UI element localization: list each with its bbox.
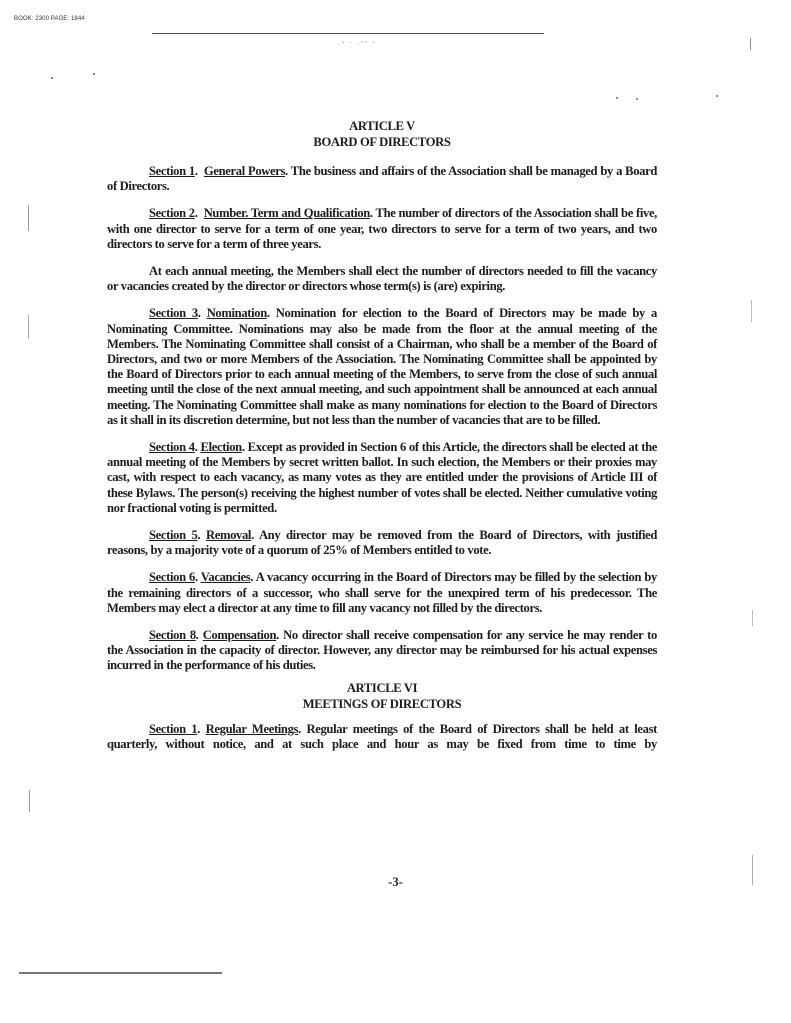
section-text: Any director may be removed from the Board of Directors, with justified reasons, by a majority vote of a quorum of 25% of Members entitled to vote. (107, 528, 657, 558)
top-rule (152, 33, 544, 34)
margin-mark (28, 315, 29, 339)
article-subtitle: BOARD OF DIRECTORS (313, 135, 451, 149)
section-paragraph: Section 1. Regular Meetings. Regular meetings of the Board of Directors shall be held at least quarterly, without notice, and at such place and hour as may be fixed from time to time by (107, 721, 657, 751)
margin-mark (751, 300, 752, 322)
article-v-heading (107, 118, 657, 150)
section-text: At each annual meeting, the Members shall elect the number of directors needed to fill the vacancy or vacancies created by the director or directors whose term(s) is (are) expiring. (107, 264, 657, 294)
section-text: The number of directors of the Association shall be five, with one director to serve for a term of one year, two directors to serve for a term of two years, and two directors to serve for a term of three years. (107, 206, 657, 251)
section-paragraph: Section 3. Nomination. Nomination for election to the Board of Directors may be made by a Nominating Committee. Nominations may also be made from the floor at the annual meeting of the Members. The Nominating Committee shall consist of a Chairman, who shall be a member of the Board of Directors, and two or more Members of the Association. The Nominating Committee shall be appointed by the Board of Directors prior to each annual meeting of the Members, to serve from the close of such annual meeting until the close of the next annual meeting, and such appointment shall be announced at each annual meeting. The Nominating Committee shall make as many nominations for election to the Board of Directors as it shall in its discretion determine, but not less than the number of vacancies that are to be filled. (107, 306, 657, 427)
section-paragraph: Section 2. Number. Term and Qualification. The number of directors of the Association shall be five, with one director to serve for a term of one year, two directors to serve for a term of two years, and two directors to serve for a term of three years. (107, 206, 657, 251)
section-text: Except as provided in Section 6 of this Article, the directors shall be elected at the annual meeting of the Members by secret written ballot. In such election, the Members or their proxies may cast, with respect to each vacancy, as many votes as they are entitled under the provisions of Article III of these Bylaws. The person(s) receiving the highest number of votes shall be elected. Neither cumulative voting nor fractional voting is permitted. (107, 440, 657, 515)
scan-speck (636, 98, 638, 100)
section-heading: Election (200, 440, 242, 455)
section-heading: Removal (205, 528, 252, 543)
article-subtitle: MEETINGS OF DIRECTORS (302, 696, 462, 711)
section-label: Section 3 (149, 306, 198, 321)
section-label: Section 4 (149, 440, 195, 455)
section-heading: Vacancies (200, 570, 251, 585)
section-text: Regular meetings of the Board of Directors shall be held at least quarterly, without notice, and at such place and hour as may be fixed from time to time by (107, 721, 657, 751)
article-vi-heading (107, 680, 657, 712)
page-number: -3- (388, 875, 403, 889)
section-text: Nomination for election to the Board of Directors may be made by a Nominating Committee. Nominations may also be made from the floor at the annual meeting of the Members. The Nominating Committee shall consist of a Chairman, who shall be a member of the Board of Directors, and two or more Members of the Association. The Nominating Committee shall be appointed by the Board of Directors prior to each annual meeting of the Members, to serve from the close of such annual meeting until the close of the next annual meeting, and such appointment shall be announced at each annual meeting. The Nominating Committee shall make as many nominations for election to the Board of Directors as it shall in its discretion determine, but not less than the number of vacancies that are to be filled. (107, 306, 657, 427)
document-body (107, 118, 657, 752)
section-label: Section 2 (149, 206, 195, 221)
section-paragraph: Section 6. Vacancies. A vacancy occurring in the Board of Directors may be filled by the selection by the remaining directors of a successor, who shall serve for the unexpired term of his predecessor. The Members may elect a director at any time to fill any vacancy not filled by the directors. (107, 570, 657, 615)
section-text: The business and affairs of the Association shall be managed by a Board of Directors. (107, 164, 657, 194)
margin-mark (29, 790, 30, 812)
scan-speck (93, 73, 95, 75)
section-label: Section 5 (149, 528, 198, 543)
section-paragraph (107, 264, 657, 294)
margin-mark (750, 38, 751, 50)
section-label: Section 8 (149, 628, 196, 643)
section-label: Section 6 (149, 570, 195, 585)
bottom-rule (19, 972, 222, 974)
section-label: Section 1 (149, 164, 195, 178)
article-title: ARTICLE VI (346, 680, 418, 695)
scan-speck (616, 97, 618, 99)
section-heading: Regular Meetings (205, 721, 299, 736)
section-paragraph: Section 1. General Powers. The business and affairs of the Association shall be managed by a Board of Directors. (107, 164, 657, 194)
recording-stamp: BOOK: 2300 PAGE: 1844 (14, 16, 85, 22)
section-paragraph: Section 5. Removal. Any director may be removed from the Board of Directors, with justified reasons, by a majority vote of a quorum of 25% of Members entitled to vote. (107, 528, 657, 558)
scan-speck (716, 95, 718, 97)
section-heading: Number. Term and Qualification (203, 206, 370, 221)
margin-mark (752, 610, 753, 626)
article-title: ARTICLE V (349, 119, 415, 133)
section-text: No director shall receive compensation for any service he may render to the Association in the capacity of director. However, any director may be reimbursed for his actual expenses incurred in the performance of his duties. (107, 628, 657, 673)
scan-speck (51, 77, 53, 79)
section-heading: Nomination (206, 306, 267, 321)
section-paragraph: Section 4. Election. Except as provided in Section 6 of this Article, the directors shall be elected at the annual meeting of the Members by secret written ballot. In such election, the Members or their proxies may cast, with respect to each vacancy, as many votes as they are entitled under the provisions of Article III of these Bylaws. The person(s) receiving the highest number of votes shall be elected. Neither cumulative voting nor fractional voting is permitted. (107, 440, 657, 515)
section-label: Section 1 (149, 721, 198, 736)
section-heading: Compensation (202, 628, 277, 643)
scan-specks: ·˜ ¨ ·˜ˆ ˜ (338, 42, 377, 48)
section-paragraph: Section 8. Compensation. No director shall receive compensation for any service he may render to the Association in the capacity of director. However, any director may be reimbursed for his actual expenses incurred in the performance of his duties. (107, 628, 657, 673)
section-heading: General Powers (203, 164, 286, 178)
section-text: A vacancy occurring in the Board of Directors may be filled by the selection by the remaining directors of a successor, who shall serve for the unexpired term of his predecessor. The Members may elect a director at any time to fill any vacancy not filled by the directors. (107, 570, 657, 615)
margin-mark (28, 205, 29, 231)
